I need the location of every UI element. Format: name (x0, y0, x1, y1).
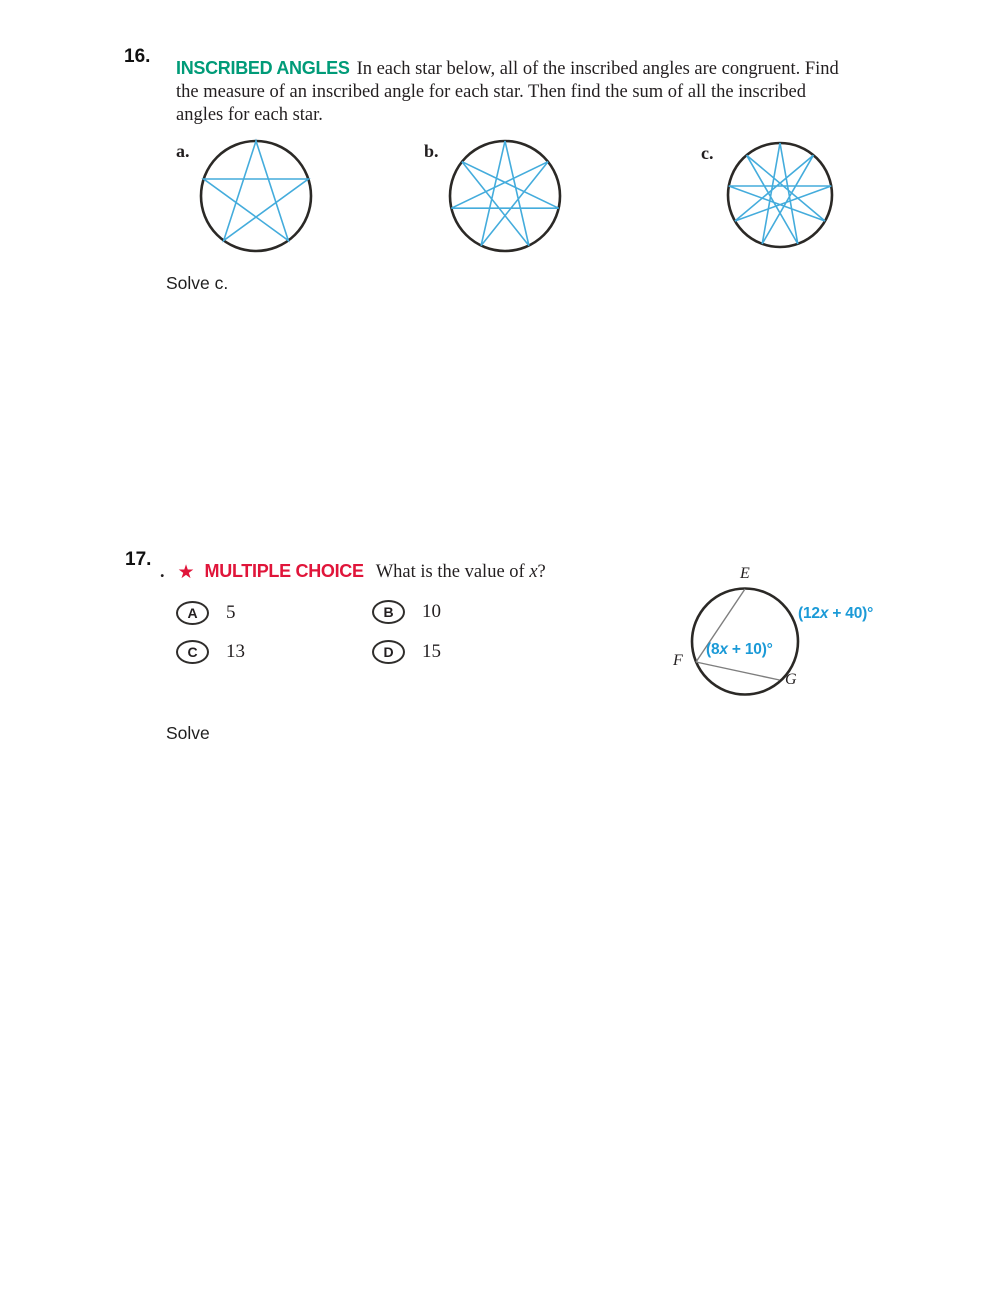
angle-label-post: + 10)° (727, 641, 773, 658)
question-pre: What is the value of (375, 562, 530, 582)
option-c[interactable] (176, 640, 245, 664)
arc-label-post: + 40)° (828, 605, 874, 622)
problem-16-statement (176, 57, 844, 128)
multiple-choice-heading: MULTIPLE CHOICE (204, 561, 364, 581)
chord-fg (696, 662, 780, 680)
option-b[interactable] (372, 600, 441, 624)
inscribed-angles-heading: INSCRIBED ANGLES (176, 58, 350, 78)
star-figure-c (725, 140, 835, 250)
option-d[interactable] (372, 640, 441, 664)
solve-annotation: Solve (166, 723, 210, 743)
option-a-value: 5 (226, 602, 236, 623)
arc-label-pre: (12 (798, 605, 820, 622)
arc-expression-label (798, 605, 873, 623)
problem-16-number: 16. (124, 46, 151, 67)
angle-label-variable: x (719, 641, 728, 658)
problem-17-statement (160, 560, 546, 583)
question-variable: x (529, 562, 538, 582)
problem-17-number: 17. (125, 549, 152, 570)
star-figure-a (198, 138, 314, 254)
star-c-label: c. (701, 143, 714, 163)
option-a[interactable] (176, 601, 236, 625)
option-c-letter: C (176, 640, 209, 664)
circle-b (450, 141, 560, 251)
star-a-label: a. (176, 141, 190, 161)
option-c-value: 13 (226, 641, 245, 662)
option-a-letter: A (176, 601, 209, 625)
angle-label-pre: (8 (706, 641, 720, 658)
circle-a (201, 141, 311, 251)
question-text (376, 562, 546, 583)
option-b-letter: B (372, 600, 405, 624)
problem-16-text: In each star below, all of the inscribed angles are congruent. Find the measure of an inscribed angle for each star. Then find the sum of all the inscribed angles for each star. (176, 59, 839, 126)
point-f-label: F (673, 652, 683, 669)
circle-c (728, 143, 832, 247)
arc-label-variable: x (819, 605, 829, 622)
solve-c-annotation: Solve c. (166, 273, 229, 293)
option-b-value: 10 (422, 601, 441, 622)
star-b-label: b. (424, 141, 439, 161)
option-d-value: 15 (422, 641, 441, 662)
point-g-label: G (785, 671, 797, 688)
question-post: ? (537, 562, 546, 582)
point-e-label: E (740, 565, 750, 582)
angle-expression-label (706, 641, 773, 659)
star-figure-b (447, 138, 563, 254)
leading-period: . (160, 561, 165, 581)
star-icon: ★ (177, 561, 195, 583)
option-d-letter: D (372, 640, 405, 664)
